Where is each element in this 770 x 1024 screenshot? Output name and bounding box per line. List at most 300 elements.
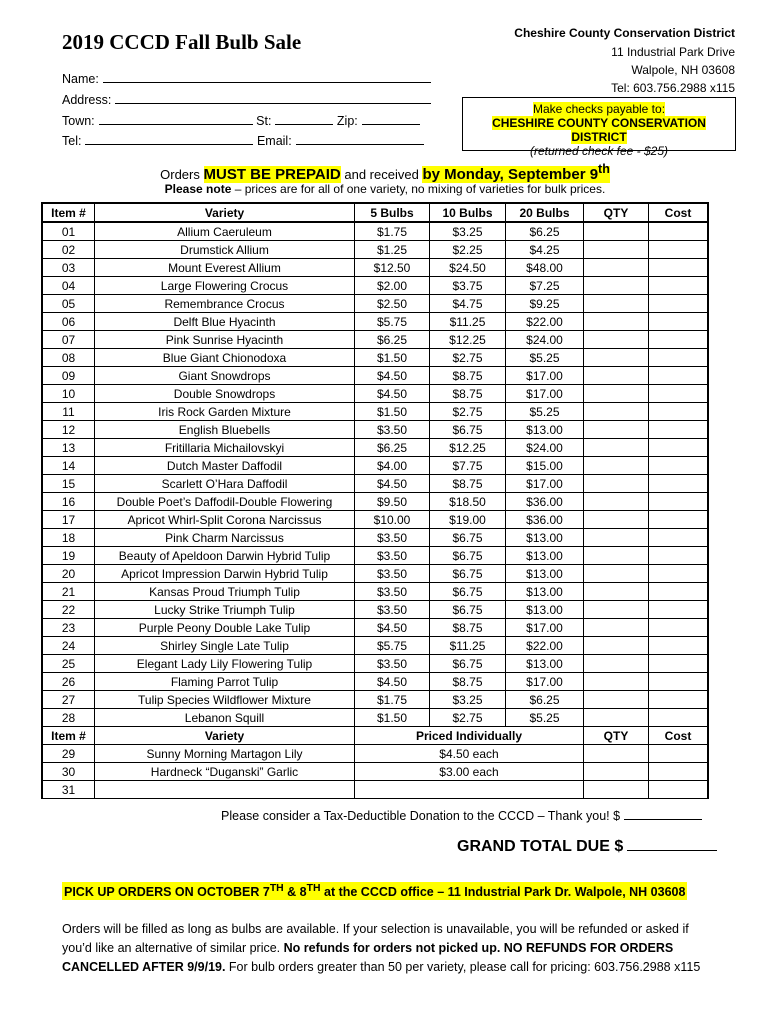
price-10-bulbs: $19.00	[430, 511, 506, 529]
price-20-bulbs: $6.25	[506, 691, 584, 709]
table-row	[42, 403, 708, 421]
address-field[interactable]	[62, 91, 431, 107]
item-number: 18	[42, 529, 95, 547]
pickup-text-2: & 8	[283, 885, 307, 900]
cost-cell[interactable]	[649, 763, 709, 781]
qty-cell[interactable]	[584, 439, 649, 457]
variety-name: Flaming Parrot Tulip	[95, 673, 355, 691]
qty-cell[interactable]	[584, 457, 649, 475]
org-telephone: Tel: 603.756.2988 x115	[611, 81, 735, 95]
qty-cell[interactable]	[584, 601, 649, 619]
price-20-bulbs: $13.00	[506, 421, 584, 439]
cost-cell[interactable]	[649, 295, 709, 313]
variety-name: Shirley Single Late Tulip	[95, 637, 355, 655]
price-5-bulbs: $3.50	[355, 583, 430, 601]
item-number: 30	[42, 763, 95, 781]
price-10-bulbs: $8.75	[430, 619, 506, 637]
price-10-bulbs: $3.25	[430, 222, 506, 241]
item-number: 08	[42, 349, 95, 367]
qty-cell[interactable]	[584, 222, 649, 241]
zip-line[interactable]	[362, 112, 420, 125]
item-number: 23	[42, 619, 95, 637]
column-header: 10 Bulbs	[430, 203, 506, 222]
item-number: 04	[42, 277, 95, 295]
cost-cell[interactable]	[649, 601, 709, 619]
orders-text: Orders	[160, 167, 200, 182]
item-number: 01	[42, 222, 95, 241]
table-row	[42, 709, 708, 727]
item-number: 20	[42, 565, 95, 583]
address-label: Address:	[62, 93, 112, 107]
table-row	[42, 601, 708, 619]
individual-price	[355, 781, 584, 799]
variety-name: Dutch Master Daffodil	[95, 457, 355, 475]
grand-total-line[interactable]	[627, 836, 717, 851]
qty-cell[interactable]	[584, 529, 649, 547]
price-10-bulbs: $6.75	[430, 565, 506, 583]
variety-name: Scarlett O’Hara Daffodil	[95, 475, 355, 493]
qty-cell[interactable]	[584, 511, 649, 529]
variety-name: Double Poet’s Daffodil-Double Flowering	[95, 493, 355, 511]
price-10-bulbs: $6.75	[430, 529, 506, 547]
variety-name: Drumstick Allium	[95, 241, 355, 259]
item-number: 28	[42, 709, 95, 727]
table-header-row	[42, 203, 708, 222]
qty-cell[interactable]	[584, 349, 649, 367]
price-10-bulbs: $2.75	[430, 403, 506, 421]
variety-name: Giant Snowdrops	[95, 367, 355, 385]
qty-cell[interactable]	[584, 295, 649, 313]
price-5-bulbs: $4.50	[355, 619, 430, 637]
cost-cell[interactable]	[649, 367, 709, 385]
table-row	[42, 439, 708, 457]
price-10-bulbs: $6.75	[430, 583, 506, 601]
donation-text: Please consider a Tax-Deductible Donation to the CCCD – Thank you! $	[221, 809, 621, 823]
zip-label: Zip:	[336, 114, 358, 128]
bulb-order-table	[41, 202, 709, 799]
item-number: 17	[42, 511, 95, 529]
pickup-sup-2: TH	[306, 883, 321, 894]
variety-name: Lucky Strike Triumph Tulip	[95, 601, 355, 619]
price-10-bulbs: $3.25	[430, 691, 506, 709]
price-5-bulbs: $1.75	[355, 222, 430, 241]
price-5-bulbs: $9.50	[355, 493, 430, 511]
item-number: 31	[42, 781, 95, 799]
qty-cell[interactable]	[584, 565, 649, 583]
table-row	[42, 313, 708, 331]
individual-price: $4.50 each	[355, 745, 584, 763]
pickup-notice	[62, 882, 687, 900]
deadline-suffix: th	[598, 162, 610, 176]
price-5-bulbs: $3.50	[355, 601, 430, 619]
price-20-bulbs: $22.00	[506, 313, 584, 331]
item-number: 15	[42, 475, 95, 493]
item-number: 19	[42, 547, 95, 565]
qty-cell[interactable]	[584, 403, 649, 421]
table-row	[42, 583, 708, 601]
column-header: 20 Bulbs	[506, 203, 584, 222]
price-10-bulbs: $2.75	[430, 709, 506, 727]
price-20-bulbs: $6.25	[506, 222, 584, 241]
price-5-bulbs: $2.50	[355, 295, 430, 313]
qty-cell[interactable]	[584, 655, 649, 673]
price-5-bulbs: $1.50	[355, 709, 430, 727]
grand-total-label: GRAND TOTAL DUE $	[457, 838, 624, 855]
tel-label: Tel:	[62, 134, 82, 148]
st-line[interactable]	[275, 112, 333, 125]
table-row	[42, 475, 708, 493]
item-number: 05	[42, 295, 95, 313]
variety-name: Apricot Whirl-Split Corona Narcissus	[95, 511, 355, 529]
town-line[interactable]	[99, 112, 253, 125]
price-5-bulbs: $5.75	[355, 637, 430, 655]
qty-cell[interactable]	[584, 421, 649, 439]
cost-cell[interactable]	[649, 313, 709, 331]
cost-cell[interactable]	[649, 745, 709, 763]
qty-cell[interactable]	[584, 781, 649, 799]
price-5-bulbs: $4.50	[355, 385, 430, 403]
item-number: 12	[42, 421, 95, 439]
column-header: Item #	[42, 203, 95, 222]
column-header: Priced Individually	[355, 727, 584, 745]
price-5-bulbs: $1.75	[355, 691, 430, 709]
variety-name: Pink Charm Narcissus	[95, 529, 355, 547]
fine-print	[62, 920, 712, 977]
price-5-bulbs: $6.25	[355, 331, 430, 349]
price-20-bulbs: $15.00	[506, 457, 584, 475]
cost-cell[interactable]	[649, 709, 709, 727]
table-row	[42, 781, 708, 799]
must-be-prepaid: MUST BE PREPAID	[203, 166, 341, 183]
price-20-bulbs: $48.00	[506, 259, 584, 277]
cost-cell[interactable]	[649, 637, 709, 655]
price-20-bulbs: $22.00	[506, 637, 584, 655]
item-number: 26	[42, 673, 95, 691]
check-payee: CHESHIRE COUNTY CONSERVATION DISTRICT	[492, 116, 706, 144]
table-row	[42, 385, 708, 403]
item-number: 13	[42, 439, 95, 457]
cost-cell[interactable]	[649, 457, 709, 475]
st-label: St:	[256, 114, 272, 128]
qty-cell[interactable]	[584, 763, 649, 781]
returned-check-fee: (returned check fee - $25)	[529, 144, 669, 158]
cost-cell[interactable]	[649, 511, 709, 529]
item-number: 27	[42, 691, 95, 709]
price-20-bulbs: $17.00	[506, 673, 584, 691]
qty-cell[interactable]	[584, 475, 649, 493]
qty-cell[interactable]	[584, 241, 649, 259]
cost-cell[interactable]	[649, 565, 709, 583]
column-header: Item #	[42, 727, 95, 745]
table-row	[42, 295, 708, 313]
email-label: Email:	[256, 134, 292, 148]
org-address-line2: Walpole, NH 03608	[631, 63, 735, 77]
cost-cell[interactable]	[649, 277, 709, 295]
price-10-bulbs: $11.25	[430, 637, 506, 655]
price-10-bulbs: $8.75	[430, 673, 506, 691]
price-20-bulbs: $17.00	[506, 619, 584, 637]
qty-cell[interactable]	[584, 547, 649, 565]
variety-name: Kansas Proud Triumph Tulip	[95, 583, 355, 601]
check-payable-box	[462, 97, 736, 158]
cost-cell[interactable]	[649, 259, 709, 277]
item-number: 29	[42, 745, 95, 763]
price-10-bulbs: $6.75	[430, 655, 506, 673]
price-10-bulbs: $8.75	[430, 367, 506, 385]
price-5-bulbs: $3.50	[355, 421, 430, 439]
price-10-bulbs: $8.75	[430, 385, 506, 403]
qty-cell[interactable]	[584, 277, 649, 295]
column-header: Variety	[95, 203, 355, 222]
price-10-bulbs: $12.25	[430, 439, 506, 457]
price-20-bulbs: $13.00	[506, 529, 584, 547]
price-10-bulbs: $7.75	[430, 457, 506, 475]
price-note-label: Please note	[164, 182, 232, 196]
price-10-bulbs: $8.75	[430, 475, 506, 493]
variety-name: Delft Blue Hyacinth	[95, 313, 355, 331]
qty-cell[interactable]	[584, 673, 649, 691]
variety-name: Iris Rock Garden Mixture	[95, 403, 355, 421]
donation-line[interactable]	[221, 807, 702, 823]
price-10-bulbs: $6.75	[430, 601, 506, 619]
table-row	[42, 493, 708, 511]
item-number: 11	[42, 403, 95, 421]
cost-cell[interactable]	[649, 547, 709, 565]
price-5-bulbs: $3.50	[355, 547, 430, 565]
price-5-bulbs: $4.00	[355, 457, 430, 475]
variety-name: English Bluebells	[95, 421, 355, 439]
fine-print-text-2: For bulb orders greater than 50 per variety, please call for pricing: 603.756.2988 x115	[225, 960, 701, 974]
price-note	[0, 182, 770, 196]
price-5-bulbs: $1.50	[355, 403, 430, 421]
fine-print-text-1: Orders will be filled as long as bulbs are available. If your selection is unavailable, you will be refunded or asked if you’d like an alternative of similar price.	[62, 922, 689, 955]
table-row	[42, 565, 708, 583]
received-text: and received	[344, 167, 419, 182]
price-10-bulbs: $3.75	[430, 277, 506, 295]
price-20-bulbs: $5.25	[506, 403, 584, 421]
deadline-text: by Monday, September 9	[422, 166, 599, 183]
individual-price: $3.00 each	[355, 763, 584, 781]
item-number: 21	[42, 583, 95, 601]
price-10-bulbs: $4.75	[430, 295, 506, 313]
variety-name: Lebanon Squill	[95, 709, 355, 727]
qty-cell[interactable]	[584, 745, 649, 763]
cost-cell[interactable]	[649, 781, 709, 799]
column-header: Variety	[95, 727, 355, 745]
item-number: 22	[42, 601, 95, 619]
table-row	[42, 511, 708, 529]
price-5-bulbs: $3.50	[355, 565, 430, 583]
item-number: 03	[42, 259, 95, 277]
org-address-line1: 11 Industrial Park Drive	[611, 45, 735, 59]
email-line[interactable]	[296, 132, 424, 145]
column-header: Cost	[649, 727, 709, 745]
variety-name: Beauty of Apeldoon Darwin Hybrid Tulip	[95, 547, 355, 565]
cost-cell[interactable]	[649, 493, 709, 511]
table-row	[42, 547, 708, 565]
item-number: 24	[42, 637, 95, 655]
price-10-bulbs: $11.25	[430, 313, 506, 331]
table-row	[42, 457, 708, 475]
table-row	[42, 241, 708, 259]
table-row	[42, 331, 708, 349]
price-20-bulbs: $13.00	[506, 601, 584, 619]
cost-cell[interactable]	[649, 241, 709, 259]
cost-cell[interactable]	[649, 439, 709, 457]
table-row	[42, 745, 708, 763]
price-5-bulbs: $1.25	[355, 241, 430, 259]
cost-cell[interactable]	[649, 385, 709, 403]
table-row	[42, 637, 708, 655]
town-st-zip-field[interactable]	[62, 112, 420, 128]
variety-name	[95, 781, 355, 799]
price-20-bulbs: $4.25	[506, 241, 584, 259]
variety-name: Double Snowdrops	[95, 385, 355, 403]
price-10-bulbs: $12.25	[430, 331, 506, 349]
table-row	[42, 691, 708, 709]
variety-name: Fritillaria Michailovskyi	[95, 439, 355, 457]
item-number: 06	[42, 313, 95, 331]
item-number: 16	[42, 493, 95, 511]
price-5-bulbs: $10.00	[355, 511, 430, 529]
price-10-bulbs: $6.75	[430, 421, 506, 439]
price-10-bulbs: $2.25	[430, 241, 506, 259]
price-20-bulbs: $17.00	[506, 475, 584, 493]
price-20-bulbs: $9.25	[506, 295, 584, 313]
variety-name: Hardneck “Duganski” Garlic	[95, 763, 355, 781]
qty-cell[interactable]	[584, 583, 649, 601]
column-header: QTY	[584, 727, 649, 745]
cost-cell[interactable]	[649, 349, 709, 367]
pickup-sup-1: TH	[269, 883, 284, 894]
price-5-bulbs: $4.50	[355, 475, 430, 493]
name-label: Name:	[62, 72, 99, 86]
form-title: 2019 CCCD Fall Bulb Sale	[62, 30, 302, 54]
table-row	[42, 421, 708, 439]
price-20-bulbs: $13.00	[506, 583, 584, 601]
table-row	[42, 222, 708, 241]
price-20-bulbs: $17.00	[506, 367, 584, 385]
qty-cell[interactable]	[584, 367, 649, 385]
item-number: 14	[42, 457, 95, 475]
variety-name: Pink Sunrise Hyacinth	[95, 331, 355, 349]
qty-cell[interactable]	[584, 331, 649, 349]
variety-name: Purple Peony Double Lake Tulip	[95, 619, 355, 637]
qty-cell[interactable]	[584, 637, 649, 655]
variety-name: Remembrance Crocus	[95, 295, 355, 313]
cost-cell[interactable]	[649, 691, 709, 709]
qty-cell[interactable]	[584, 493, 649, 511]
price-5-bulbs: $4.50	[355, 367, 430, 385]
price-5-bulbs: $4.50	[355, 673, 430, 691]
price-10-bulbs: $2.75	[430, 349, 506, 367]
cost-cell[interactable]	[649, 673, 709, 691]
org-name: Cheshire County Conservation District	[514, 26, 735, 40]
table-row	[42, 619, 708, 637]
qty-cell[interactable]	[584, 709, 649, 727]
item-number: 10	[42, 385, 95, 403]
price-5-bulbs: $3.50	[355, 655, 430, 673]
tel-line[interactable]	[85, 132, 253, 145]
table-row	[42, 673, 708, 691]
address-line[interactable]	[115, 91, 431, 104]
price-20-bulbs: $5.25	[506, 349, 584, 367]
price-20-bulbs: $36.00	[506, 493, 584, 511]
price-10-bulbs: $18.50	[430, 493, 506, 511]
item-number: 25	[42, 655, 95, 673]
name-line[interactable]	[103, 70, 431, 83]
town-label: Town:	[62, 114, 95, 128]
price-10-bulbs: $24.50	[430, 259, 506, 277]
qty-cell[interactable]	[584, 691, 649, 709]
price-20-bulbs: $36.00	[506, 511, 584, 529]
price-20-bulbs: $5.25	[506, 709, 584, 727]
variety-name: Mount Everest Allium	[95, 259, 355, 277]
price-5-bulbs: $3.50	[355, 529, 430, 547]
price-5-bulbs: $12.50	[355, 259, 430, 277]
variety-name: Tulip Species Wildflower Mixture	[95, 691, 355, 709]
grand-total[interactable]	[457, 836, 717, 856]
table-row	[42, 763, 708, 781]
cost-cell[interactable]	[649, 475, 709, 493]
price-5-bulbs: $5.75	[355, 313, 430, 331]
donation-amount-line[interactable]	[624, 807, 702, 820]
variety-name: Elegant Lady Lily Flowering Tulip	[95, 655, 355, 673]
cost-cell[interactable]	[649, 222, 709, 241]
price-20-bulbs: $17.00	[506, 385, 584, 403]
table-row	[42, 529, 708, 547]
price-5-bulbs: $1.50	[355, 349, 430, 367]
tel-email-field[interactable]	[62, 132, 424, 148]
individual-header-row	[42, 727, 708, 745]
cost-cell[interactable]	[649, 619, 709, 637]
cost-cell[interactable]	[649, 583, 709, 601]
qty-cell[interactable]	[584, 313, 649, 331]
name-field[interactable]	[62, 70, 431, 86]
price-20-bulbs: $24.00	[506, 331, 584, 349]
check-payable-label: Make checks payable to:	[532, 102, 666, 116]
cost-cell[interactable]	[649, 529, 709, 547]
price-20-bulbs: $13.00	[506, 655, 584, 673]
qty-cell[interactable]	[584, 619, 649, 637]
price-20-bulbs: $13.00	[506, 565, 584, 583]
price-20-bulbs: $7.25	[506, 277, 584, 295]
item-number: 02	[42, 241, 95, 259]
table-row	[42, 655, 708, 673]
table-row	[42, 349, 708, 367]
table-row	[42, 367, 708, 385]
column-header: QTY	[584, 203, 649, 222]
variety-name: Large Flowering Crocus	[95, 277, 355, 295]
price-5-bulbs: $2.00	[355, 277, 430, 295]
table-row	[42, 277, 708, 295]
cost-cell[interactable]	[649, 421, 709, 439]
fine-print-bold: No refunds for orders not picked up. NO REFUNDS FOR ORDERS CANCELLED AFTER 9/9/19.	[62, 941, 674, 974]
qty-cell[interactable]	[584, 259, 649, 277]
variety-name: Allium Caeruleum	[95, 222, 355, 241]
cost-cell[interactable]	[649, 403, 709, 421]
cost-cell[interactable]	[649, 655, 709, 673]
price-note-text: – prices are for all of one variety, no mixing of varieties for bulk prices.	[231, 182, 606, 196]
column-header: 5 Bulbs	[355, 203, 430, 222]
item-number: 07	[42, 331, 95, 349]
variety-name: Blue Giant Chionodoxa	[95, 349, 355, 367]
price-20-bulbs: $24.00	[506, 439, 584, 457]
pickup-text-3: at the CCCD office – 11 Industrial Park Dr. Walpole, NH 03608	[320, 885, 686, 900]
qty-cell[interactable]	[584, 385, 649, 403]
cost-cell[interactable]	[649, 331, 709, 349]
column-header: Cost	[649, 203, 709, 222]
